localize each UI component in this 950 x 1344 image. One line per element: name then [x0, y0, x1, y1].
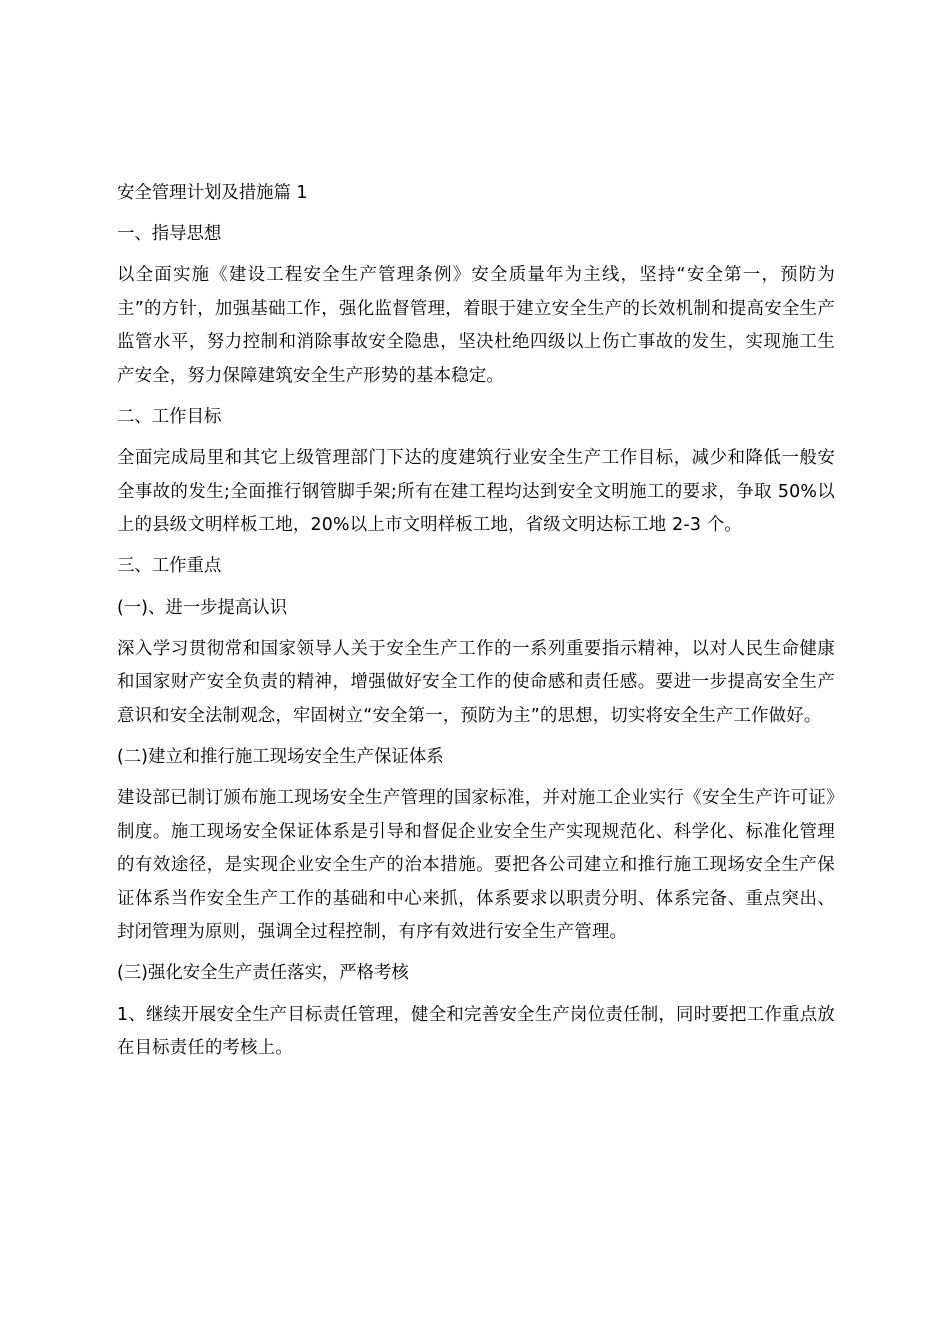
- subsection-heading-responsibility: (三)强化安全生产责任落实，严格考核: [117, 963, 409, 984]
- section-heading-guiding-ideology: 一、指导思想: [117, 224, 222, 245]
- document-body: [117, 177, 835, 1073]
- paragraph-safety-system: 建设部已制订颁布施工现场安全生产管理的国家标准，并对施工企业实行《安全生产许可证》制度。施工现场安全保证体系是引导和督促企业安全生产实现规范化、科学化、标准化管理的有效途径，是实现企业安全生产的治本措施。要把各公司建立和推行施工现场安全生产保证体系当作安全生产工作的基础和中心来抓，体系要求以职责分明、体系完备、重点突出、封闭管理为原则，强调全过程控制，有序有效进行安全生产管理。: [117, 788, 835, 943]
- section-heading-work-focus: 三、工作重点: [117, 556, 222, 577]
- paragraph-raise-awareness: 深入学习贯彻常和国家领导人关于安全生产工作的一系列重要指示精神，以对人民生命健康和国家财产安全负责的精神，增强做好安全工作的使命感和责任感。要进一步提高安全生产意识和安全法制观念，牢固树立“安全第一，预防为主”的思想，切实将安全生产工作做好。: [117, 638, 835, 726]
- subsection-heading-raise-awareness: (一)、进一步提高认识: [117, 597, 288, 618]
- subsection-heading-safety-system: (二)建立和推行施工现场安全生产保证体系: [117, 746, 444, 767]
- document-title: 安全管理计划及措施篇 1: [117, 183, 308, 203]
- paragraph-guiding-ideology: 以全面实施《建设工程安全生产管理条例》安全质量年为主线，坚持“安全第一，预防为主”的方针，加强基础工作，强化监督管理，着眼于建立安全生产的长效机制和提高安全生产监管水平，努力控制和消除事故安全隐患，坚决杜绝四级以上伤亡事故的发生，实现施工生产安全，努力保障建筑安全生产形势的基本稳定。: [117, 265, 835, 386]
- paragraph-responsibility: 1、继续开展安全生产目标责任管理，健全和完善安全生产岗位责任制，同时要把工作重点放在目标责任的考核上。: [117, 1004, 835, 1059]
- paragraph-work-goals: 全面完成局里和其它上级管理部门下达的度建筑行业安全生产工作目标，减少和降低一般安全事故的发生;全面推行钢管脚手架;所有在建工程均达到安全文明施工的要求，争取 50%以上的县级文明样板工地，20%以上市文明样板工地，省级文明达标工地 2-3 个。: [117, 448, 835, 536]
- section-heading-work-goals: 二、工作目标: [117, 407, 222, 428]
